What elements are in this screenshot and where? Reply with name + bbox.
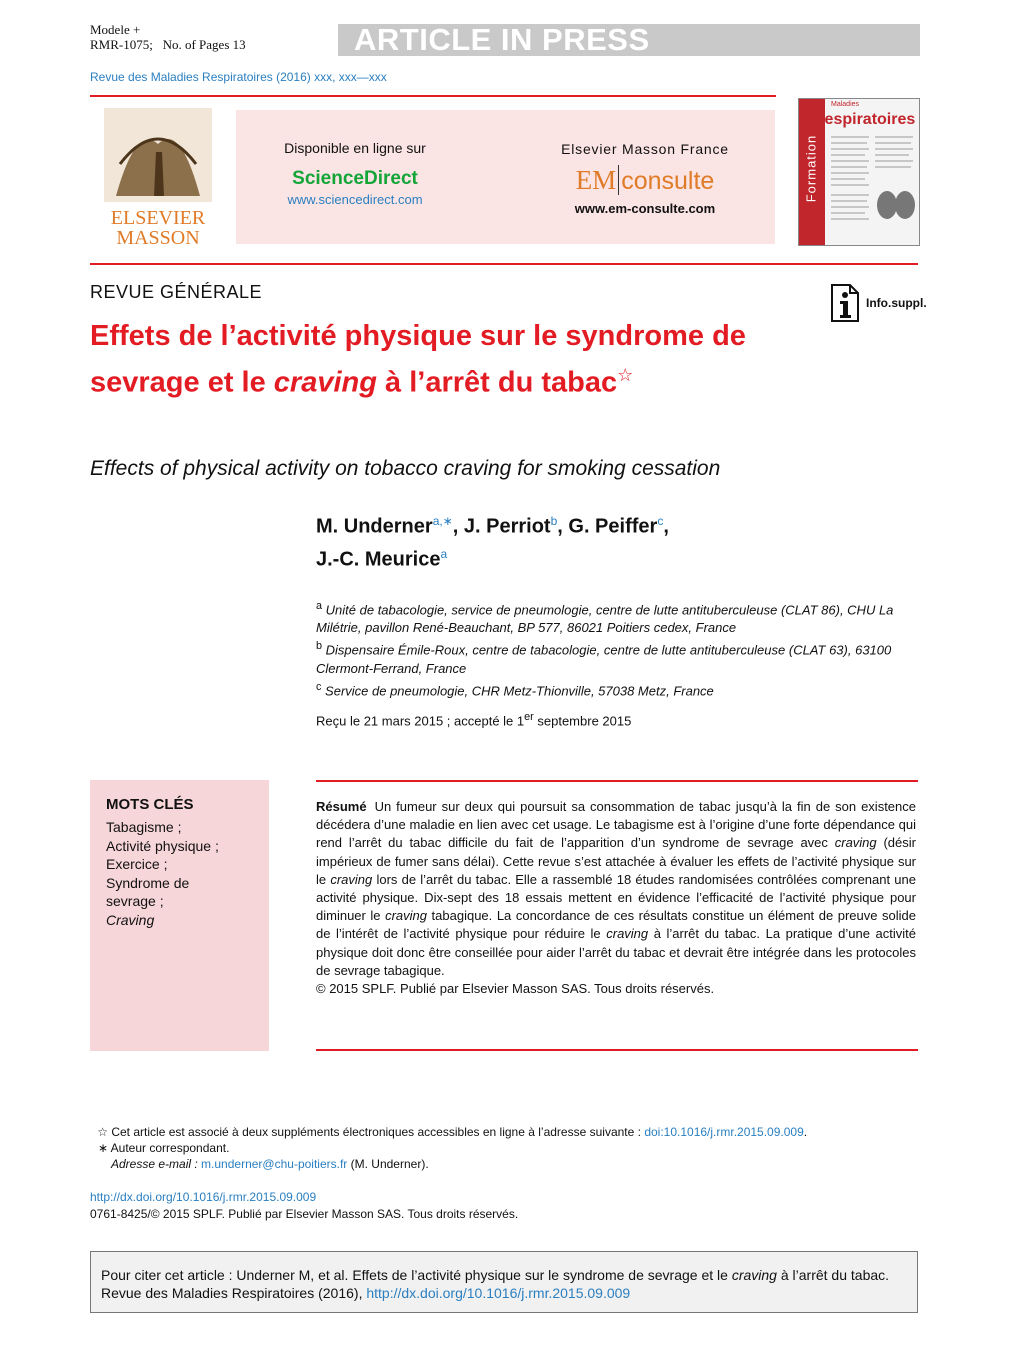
email-link[interactable]: m.underner@chu-poitiers.fr	[201, 1157, 348, 1171]
keyword-item: Craving	[106, 911, 155, 928]
elsevier-text: ELSEVIER	[110, 207, 206, 229]
title-part1: Effets de l’activité physique sur le syndrome de sevrage et le	[90, 320, 746, 399]
pages-label: No. of Pages 13	[162, 37, 246, 52]
journal-citation[interactable]: Revue des Maladies Respiratoires (2016) xxx, xxx—xxx	[90, 70, 387, 84]
running-header	[90, 22, 246, 52]
info-supplement-label[interactable]: Info.suppl.	[866, 296, 927, 310]
cover-content-graphic	[829, 133, 915, 241]
keywords-heading: MOTS CLÉS	[106, 796, 194, 813]
author-list: M. Underner$^{a,∗}$, J. Perriot$^b$, G. Peiffer$^c$, J.-C. Meurice$^a$	[316, 514, 669, 571]
ref-label: RMR-1075;	[90, 37, 153, 52]
abstract-body: Résumé Un fumeur sur deux qui poursuit sa consommation de tabac jusqu’à la fin de son existence décédera d’une maladie en lien avec cet usage. Le tabagisme est à l’origine d’une forte dépendance qui rend l’arrêt du tabac difficile du fait de l’apparition d’un syndrome de sevrage avec craving (désir impérieux de fumer sans délai). Cette revue s’est attachée à évaluer les effets de l’activité physique sur le craving lors de l’arrêt du tabac. Elle a rassemblé 18 études randomisées contrôlées comprenant une activité physique. Dix-sept des 18 essais mettent en évidence l’efficacité de l’activité physique pour diminuer le craving tabagique. La concordance de ces résultats constitue un élément de preuve solide de l’intérêt de l’activité physique pour réduire le craving à l’arrêt du tabac. La pratique d’une activité physique doit donc être conseillée pour aider l’arrêt du tabac et devrait être intégrée dans les protocoles de sevrage tabagique. © 2015 SPLF. Publié par Elsevier Masson SAS. Tous droits réservés.	[316, 798, 916, 998]
sciencedirect-link[interactable]: www.sciencedirect.com	[287, 192, 423, 207]
journal-cover[interactable]	[798, 98, 920, 246]
banner-text: ARTICLE IN PRESS	[354, 22, 650, 57]
footnotes	[90, 1124, 920, 1172]
keywords-list	[106, 818, 219, 929]
author-name: M. Underner	[316, 515, 433, 538]
cover-pre-title: Maladies	[831, 101, 860, 108]
keyword-item: Syndrome de	[106, 874, 190, 891]
abstract-copyright: © 2015 SPLF. Publié par Elsevier Masson SAS. Tous droits réservés.	[316, 981, 715, 997]
author-name: J. Perriot	[463, 515, 551, 538]
consulte-text: consulte	[621, 167, 715, 195]
citation-doi-link[interactable]: http://dx.doi.org/10.1016/j.rmr.2015.09.009	[366, 1285, 631, 1301]
supplement-doi-link[interactable]: doi:10.1016/j.rmr.2015.09.009	[644, 1125, 804, 1139]
affiliation-item: $^c$ Service de pneumologie, CHR Metz-Thionville, 57038 Metz, France	[316, 680, 714, 698]
available-online-label: Disponible en ligne sur	[284, 140, 426, 156]
article-subtitle: Effects of physical activity on tobacco craving for smoking cessation	[90, 457, 721, 480]
abstract-label: Résumé	[316, 799, 367, 814]
article-in-press-banner	[338, 24, 920, 56]
keyword-item: sevrage ;	[106, 893, 164, 909]
abstract-divider-bottom	[316, 1049, 918, 1051]
affiliation-item: $^a$ Unité de tabacologie, service de pneumologie, centre de lutte antituberculeuse (CLAT 86), CHU La Milétrie, pavillon René-Beauchant, BP 577, 86021 Poitiers cedex, France	[316, 600, 894, 636]
divider-top	[90, 95, 776, 97]
keyword-item: Exercice ;	[106, 856, 168, 872]
keyword-item: Activité physique ;	[106, 837, 219, 854]
footnote-corresponding: ∗ Auteur correspondant.	[97, 1141, 230, 1155]
emconsulte-block	[545, 141, 745, 216]
emconsulte-link[interactable]: www.em-consulte.com	[574, 201, 716, 216]
footnote-email: Adresse e-mail : m.underner@chu-poitiers.fr (M. Underner).	[111, 1157, 429, 1171]
received-dates: Reçu le 21 mars 2015 ; accepté le 1er septembre 2015	[316, 711, 632, 729]
publisher-label: Elsevier Masson France	[561, 141, 729, 157]
citation-text: Pour citer cet article : Underner M, et al. Effets de l’activité physique sur le syndrome de sevrage et le craving à l’arrêt du tabac. Revue des Maladies Respiratoires (2016), http://dx.doi.org/10.1016/j.rmr.2015.09.009	[101, 1267, 890, 1301]
author-affil-link[interactable]: a,∗	[432, 514, 453, 528]
affiliation-item: $^b$ Dispensaire Émile-Roux, centre de tabacologie, centre de lutte antituberculeuse (CLAT 63), 63100 Clermont-Ferrand, France	[316, 640, 892, 676]
footnote-supplement: ☆ Cet article est associé à deux suppléments électroniques accessibles en ligne à l’adresse suivante : doi:10.1016/j.rmr.2015.09.009.	[97, 1125, 808, 1139]
divider-bottom	[90, 263, 918, 265]
issn-copyright: 0761-8425/© 2015 SPLF. Publié par Elsevier Masson SAS. Tous droits réservés.	[90, 1207, 519, 1221]
model-label: Modele +	[90, 22, 141, 37]
keywords-box	[90, 780, 269, 1051]
author-name: J.-C. Meurice	[316, 548, 441, 571]
cover-strip-label: Formation	[803, 134, 819, 203]
info-document-icon[interactable]	[830, 283, 860, 323]
title-part2: à l’arrêt du tabac	[376, 366, 618, 399]
section-label: REVUE GÉNÉRALE	[90, 282, 263, 302]
sciencedirect-block	[255, 140, 455, 207]
author-name: G. Peiffer	[568, 515, 658, 538]
title-italic: craving	[273, 366, 377, 399]
doi-link[interactable]: http://dx.doi.org/10.1016/j.rmr.2015.09.009	[90, 1190, 317, 1204]
article-title	[90, 317, 810, 403]
sciencedirect-logo[interactable]: ScienceDirect	[292, 168, 418, 189]
masson-text: MASSON	[116, 227, 200, 248]
author-affil-link[interactable]: a	[440, 546, 448, 561]
author-affil-link[interactable]: b	[550, 514, 558, 528]
citation-box	[90, 1251, 918, 1313]
emconsulte-logo[interactable]	[545, 165, 745, 199]
em-text: EM	[575, 165, 617, 195]
author-affil-link[interactable]: c	[657, 514, 664, 528]
title-star-note[interactable]: ☆	[617, 365, 634, 385]
elsevier-logo[interactable]	[96, 104, 220, 248]
keyword-item: Tabagisme ;	[106, 819, 182, 835]
affiliation-list	[316, 597, 936, 700]
abstract-divider-top	[316, 780, 918, 782]
cover-title: Respiratoires	[813, 111, 916, 128]
